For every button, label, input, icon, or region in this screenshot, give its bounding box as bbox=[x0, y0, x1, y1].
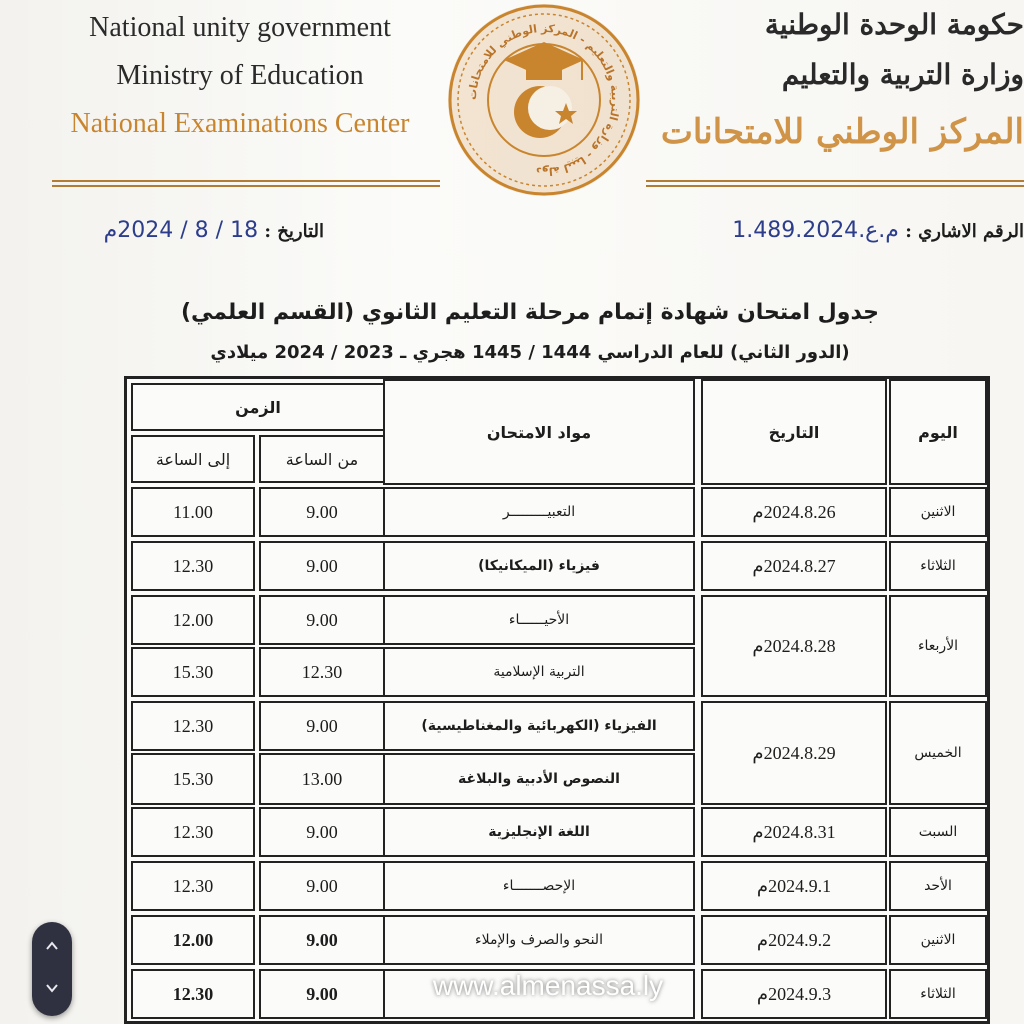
row-4-subject: التربية الإسلامية bbox=[383, 647, 695, 697]
row-8-subject: الإحصـــــــاء bbox=[383, 861, 695, 911]
row-8-day: الأحد bbox=[889, 861, 987, 911]
row-8-to: 12.30 bbox=[131, 861, 255, 911]
website-watermark: www.almenassa.ly bbox=[432, 970, 664, 1001]
row-5-day: الخميس bbox=[889, 701, 987, 805]
english-header bbox=[40, 4, 440, 148]
date-label: التاريخ : bbox=[264, 221, 324, 242]
row-5-from: 9.00 bbox=[259, 701, 385, 751]
row-3-day: الأربعاء bbox=[889, 595, 987, 697]
header-ministry: Ministry of Education bbox=[116, 60, 364, 91]
row-3-to: 12.00 bbox=[131, 595, 255, 645]
exam-schedule-table bbox=[124, 376, 990, 1024]
row-9-from: 9.00 bbox=[259, 915, 385, 965]
row-1-date: 2024.8.26م bbox=[701, 487, 887, 537]
row-10-day: الثلاثاء bbox=[889, 969, 987, 1019]
row-2-date: 2024.8.27م bbox=[701, 541, 887, 591]
row-10-from: 9.00 bbox=[259, 969, 385, 1019]
row-9-subject: النحو والصرف والإملاء bbox=[383, 915, 695, 965]
row-4-from: 12.30 bbox=[259, 647, 385, 697]
schedule-title: جدول امتحان شهادة إتمام مرحلة التعليم الثانوي (القسم العلمي) bbox=[180, 300, 880, 325]
row-6-to: 15.30 bbox=[131, 753, 255, 805]
row-4-to: 15.30 bbox=[131, 647, 255, 697]
row-5-date: 2024.8.29م bbox=[701, 701, 887, 805]
header-ar-center: المركز الوطني للامتحانات bbox=[660, 112, 1024, 152]
row-1-day: الاثنين bbox=[889, 487, 987, 537]
page-scroll-control bbox=[32, 922, 72, 1016]
svg-text:دولة ليبيا - وزارة التربية وال: دولة ليبيا - وزارة التربية والتعليم - المركز الوطني للامتحانات bbox=[465, 21, 623, 179]
row-10-to: 12.30 bbox=[131, 969, 255, 1019]
header-time: الزمن bbox=[131, 383, 385, 431]
row-5-to: 12.30 bbox=[131, 701, 255, 751]
row-7-subject: اللغة الإنجليزية bbox=[383, 807, 695, 857]
row-3-date: 2024.8.28م bbox=[701, 595, 887, 697]
ministry-seal-logo bbox=[436, 0, 652, 200]
header-government: National unity government bbox=[89, 12, 391, 43]
chevron-down-icon bbox=[44, 980, 60, 1001]
row-10-date: 2024.9.3م bbox=[701, 969, 887, 1019]
row-7-date: 2024.8.31م bbox=[701, 807, 887, 857]
scroll-down-button[interactable] bbox=[32, 970, 72, 1010]
row-8-from: 9.00 bbox=[259, 861, 385, 911]
row-3-from: 9.00 bbox=[259, 595, 385, 645]
row-9-to: 12.00 bbox=[131, 915, 255, 965]
row-7-day: السبت bbox=[889, 807, 987, 857]
row-6-subject: النصوص الأدبية والبلاغة bbox=[383, 753, 695, 805]
arabic-header bbox=[654, 0, 1024, 164]
row-5-subject: الفيزياء (الكهربائية والمغناطيسية) bbox=[383, 701, 695, 751]
header-center: National Examinations Center bbox=[70, 108, 410, 139]
row-1-to: 11.00 bbox=[131, 487, 255, 537]
row-9-date: 2024.9.2م bbox=[701, 915, 887, 965]
header-date: التاريخ bbox=[701, 379, 887, 485]
row-2-day: الثلاثاء bbox=[889, 541, 987, 591]
row-3-subject: الأحيــــــاء bbox=[383, 595, 695, 645]
document-date bbox=[44, 218, 324, 243]
header-day: اليوم bbox=[889, 379, 987, 485]
header-ar-government: حكومة الوحدة الوطنية bbox=[764, 8, 1024, 41]
row-9-day: الاثنين bbox=[889, 915, 987, 965]
row-8-date: 2024.9.1م bbox=[701, 861, 887, 911]
header-to: إلى الساعة bbox=[131, 435, 255, 483]
document-reference bbox=[684, 218, 1024, 243]
header-ar-ministry: وزارة التربية والتعليم bbox=[781, 58, 1024, 91]
row-6-from: 13.00 bbox=[259, 753, 385, 805]
header-divider-left bbox=[52, 180, 440, 187]
header-divider-right bbox=[646, 180, 1024, 187]
schedule-subtitle: (الدور الثاني) للعام الدراسي 1444 / 1445 هجري ـ 2023 / 2024 ميلادي bbox=[210, 342, 850, 363]
chevron-up-icon bbox=[44, 938, 60, 959]
header-subjects: مواد الامتحان bbox=[383, 379, 695, 485]
row-1-from: 9.00 bbox=[259, 487, 385, 537]
row-7-to: 12.30 bbox=[131, 807, 255, 857]
row-1-subject: التعبيـــــــــر bbox=[383, 487, 695, 537]
row-2-to: 12.30 bbox=[131, 541, 255, 591]
header-from: من الساعة bbox=[259, 435, 385, 483]
reference-value: م.ع.1.489.2024 bbox=[732, 218, 899, 243]
row-2-subject: فيزياء (الميكانيكا) bbox=[383, 541, 695, 591]
row-2-from: 9.00 bbox=[259, 541, 385, 591]
reference-label: الرقم الاشاري : bbox=[905, 221, 1024, 242]
date-value: 18 / 8 / 2024م bbox=[103, 218, 259, 243]
scroll-up-button[interactable] bbox=[32, 928, 72, 968]
row-7-from: 9.00 bbox=[259, 807, 385, 857]
